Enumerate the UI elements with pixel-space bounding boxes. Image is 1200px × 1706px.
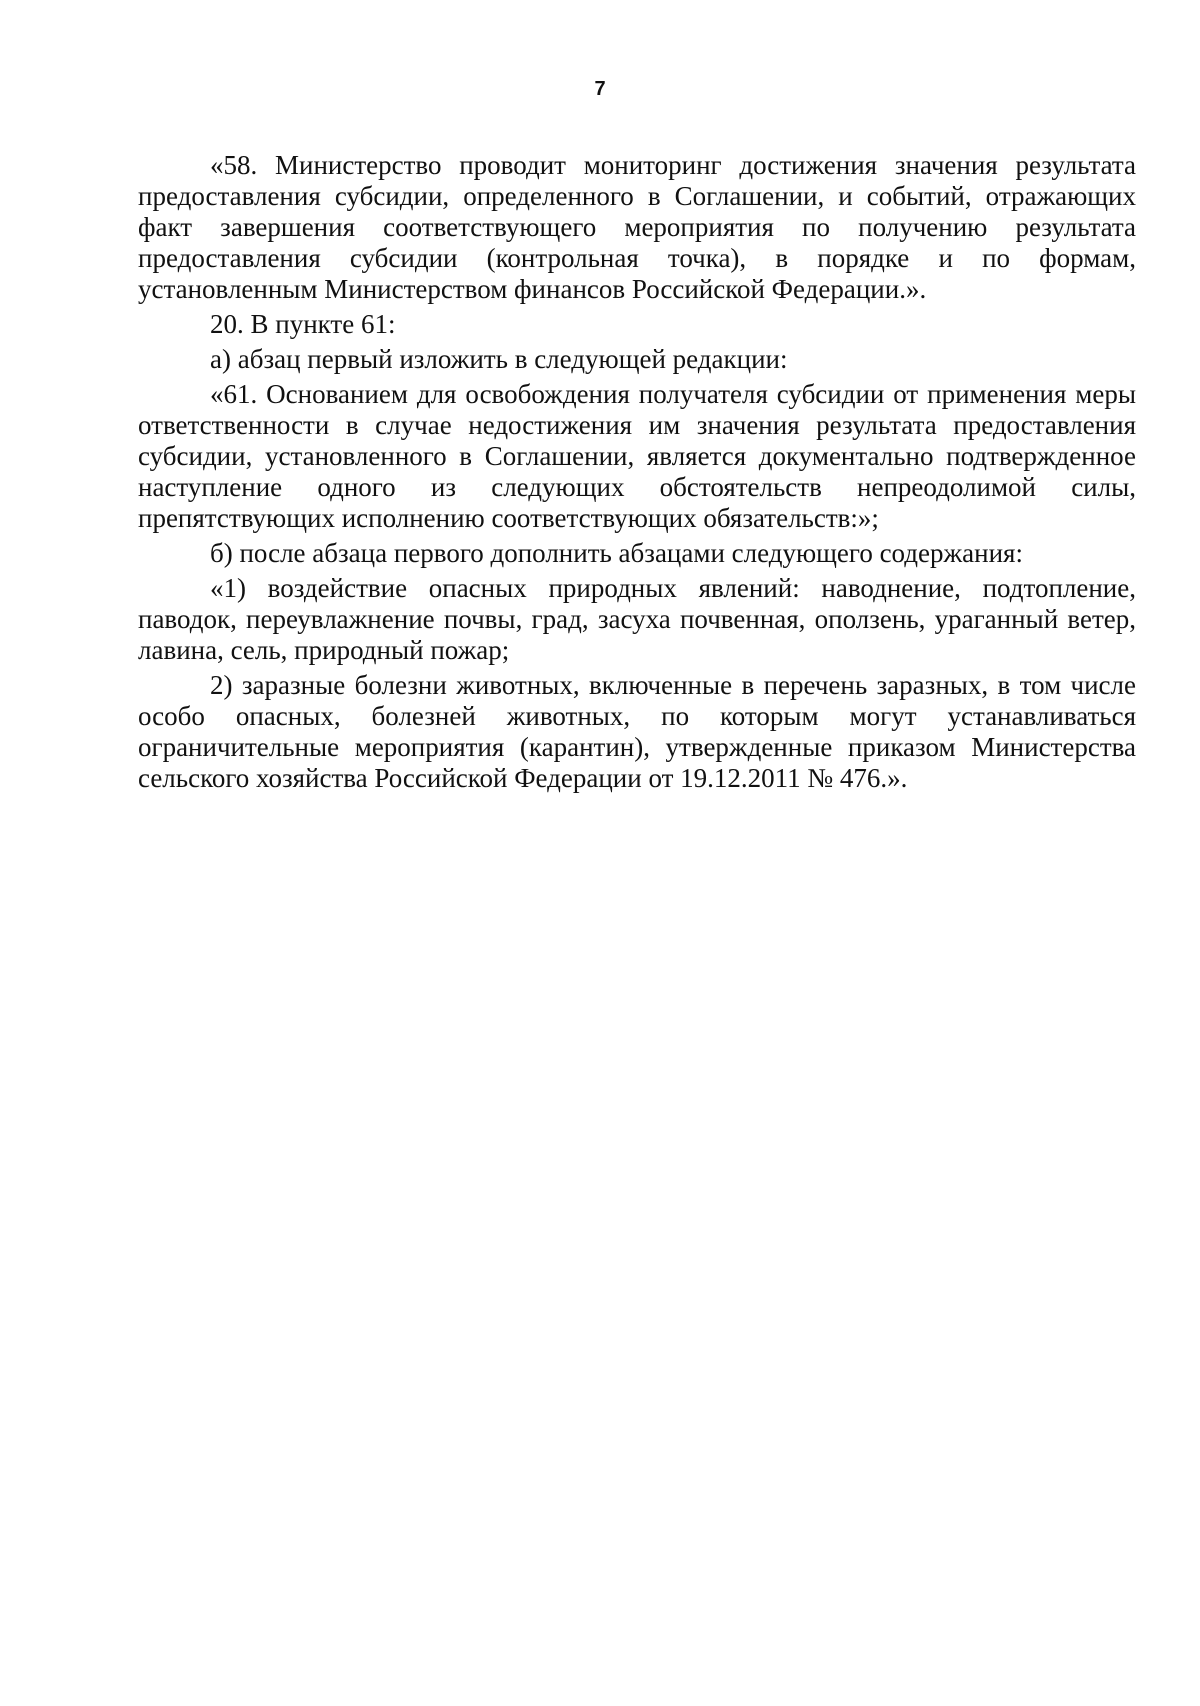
paragraph-item-20: 20. В пункте 61: xyxy=(210,309,396,339)
paragraph-61: «61. Основанием для освобождения получателя субсидии от применения меры ответственности в случае недостижения им значения результата предоставления субсидии, установленного в Соглашении, является документально подтвержденное наступление одного из следующих обстоятельств непреодолимой силы, препятствующих исполнению соответствующих обязательств:»; xyxy=(138,379,1136,533)
page-number: 7 xyxy=(594,78,606,100)
paragraph-subitem-a: а) абзац первый изложить в следующей редакции: xyxy=(210,344,788,374)
paragraph-subitem-b: б) после абзаца первого дополнить абзацами следующего содержания: xyxy=(210,538,1023,568)
document-body xyxy=(138,150,1136,798)
paragraph-list-2: 2) заразные болезни животных, включенные в перечень заразных, в том числе особо опасных, болезней животных, по которым могут устанавливаться ограничительные мероприятия (карантин), утвержденные приказом Министерства сельского хозяйства Российской Федерации от 19.12.2011 № 476.». xyxy=(138,670,1136,793)
paragraph-58: «58. Министерство проводит мониторинг достижения значения результата предоставления субсидии, определенного в Соглашении, и событий, отражающих факт завершения соответствующего мероприятия по получению результата предоставления субсидии (контрольная точка), в порядке и по формам, установленным Министерством финансов Российской Федерации.». xyxy=(138,150,1136,304)
paragraph-list-1: «1) воздействие опасных природных явлений: наводнение, подтопление, паводок, переувлажнение почвы, град, засуха почвенная, оползень, ураганный ветер, лавина, сель, природный пожар; xyxy=(138,573,1136,665)
